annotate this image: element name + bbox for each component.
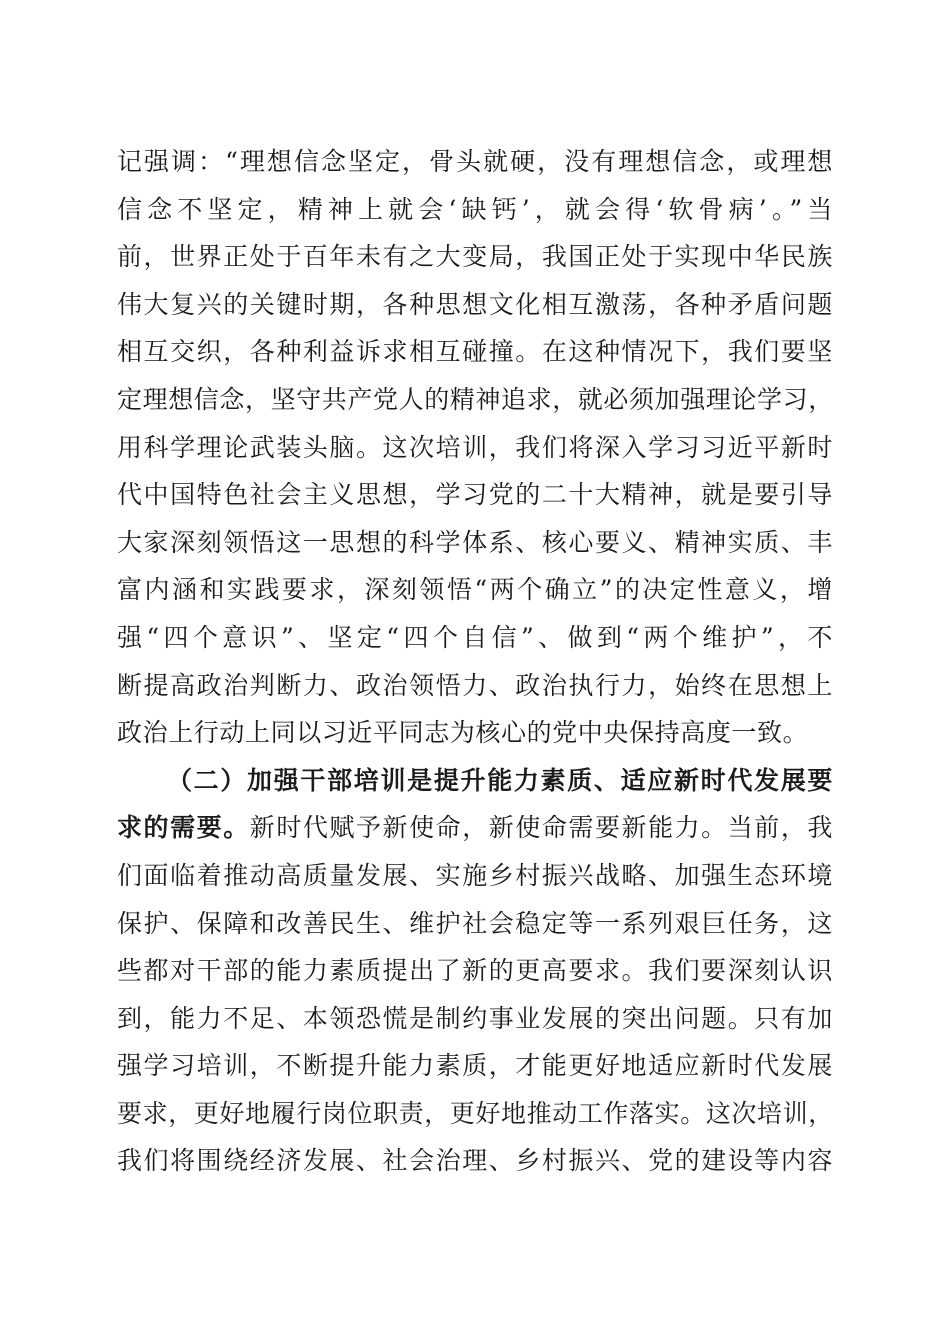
text-line: 到，能力不足、本领恐慌是制约事业发展的突出问题。只有加 bbox=[117, 1003, 833, 1033]
text-line: 相互交织，各种利益诉求相互碰撞。在这种情况下，我们要坚 bbox=[117, 337, 833, 367]
text-line: 信念不坚定，精神上就会‘缺钙’，就会得‘软骨病’。”当 bbox=[117, 194, 833, 224]
text-line: 强学习培训，不断提升能力素质，才能更好地适应新时代发展 bbox=[117, 1051, 833, 1081]
text-line: 记强调：“理想信念坚定，骨头就硬，没有理想信念，或理想 bbox=[117, 147, 833, 176]
text-line: 断提高政治判断力、政治领悟力、政治执行力，始终在思想上 bbox=[117, 670, 833, 700]
text-line: 要求，更好地履行岗位职责，更好地推动工作落实。这次培训， bbox=[117, 1098, 834, 1128]
text-line: 政治上行动上同以习近平同志为核心的党中央保持高度一致。 bbox=[117, 718, 809, 748]
text-line: 用科学理论武装头脑。这次培训，我们将深入学习习近平新时 bbox=[117, 432, 833, 462]
text-line: 代中国特色社会主义思想，学习党的二十大精神，就是要引导 bbox=[117, 480, 833, 510]
text-line: 前，世界正处于百年未有之大变局，我国正处于实现中华民族 bbox=[117, 242, 833, 272]
text-span: 新时代赋予新使命，新使命需要新能力。当前，我 bbox=[249, 813, 833, 843]
text-line: 富内涵和实践要求，深刻领悟“两个确立”的决定性意义，增 bbox=[117, 575, 833, 605]
text-line: 们面临着推动高质量发展、实施乡村振兴战略、加强生态环境 bbox=[117, 860, 833, 890]
paragraph-training-capability bbox=[117, 757, 833, 1185]
body-text bbox=[117, 138, 833, 1185]
text-line: 大家深刻领悟这一思想的科学体系、核心要义、精神实质、丰 bbox=[117, 527, 833, 557]
section-heading-end: 求的需要。 bbox=[117, 813, 250, 843]
text-line: 些都对干部的能力素质提出了新的更高要求。我们要深刻认识 bbox=[117, 956, 833, 986]
section-heading: （二）加强干部培训是提升能力素质、适应新时代发展要 bbox=[167, 765, 833, 795]
text-line bbox=[117, 804, 833, 852]
text-line: 定理想信念，坚守共产党人的精神追求，就必须加强理论学习， bbox=[117, 384, 834, 414]
paragraph-ideals bbox=[117, 138, 833, 757]
text-line: 伟大复兴的关键时期，各种思想文化相互激荡，各种矛盾问题 bbox=[117, 289, 833, 319]
text-line: 强“四个意识”、坚定“四个自信”、做到“两个维护”，不 bbox=[117, 622, 833, 652]
text-line: 我们将围绕经济发展、社会治理、乡村振兴、党的建设等内容 bbox=[117, 1146, 833, 1176]
text-line: 保护、保障和改善民生、维护社会稳定等一系列艰巨任务，这 bbox=[117, 908, 833, 938]
